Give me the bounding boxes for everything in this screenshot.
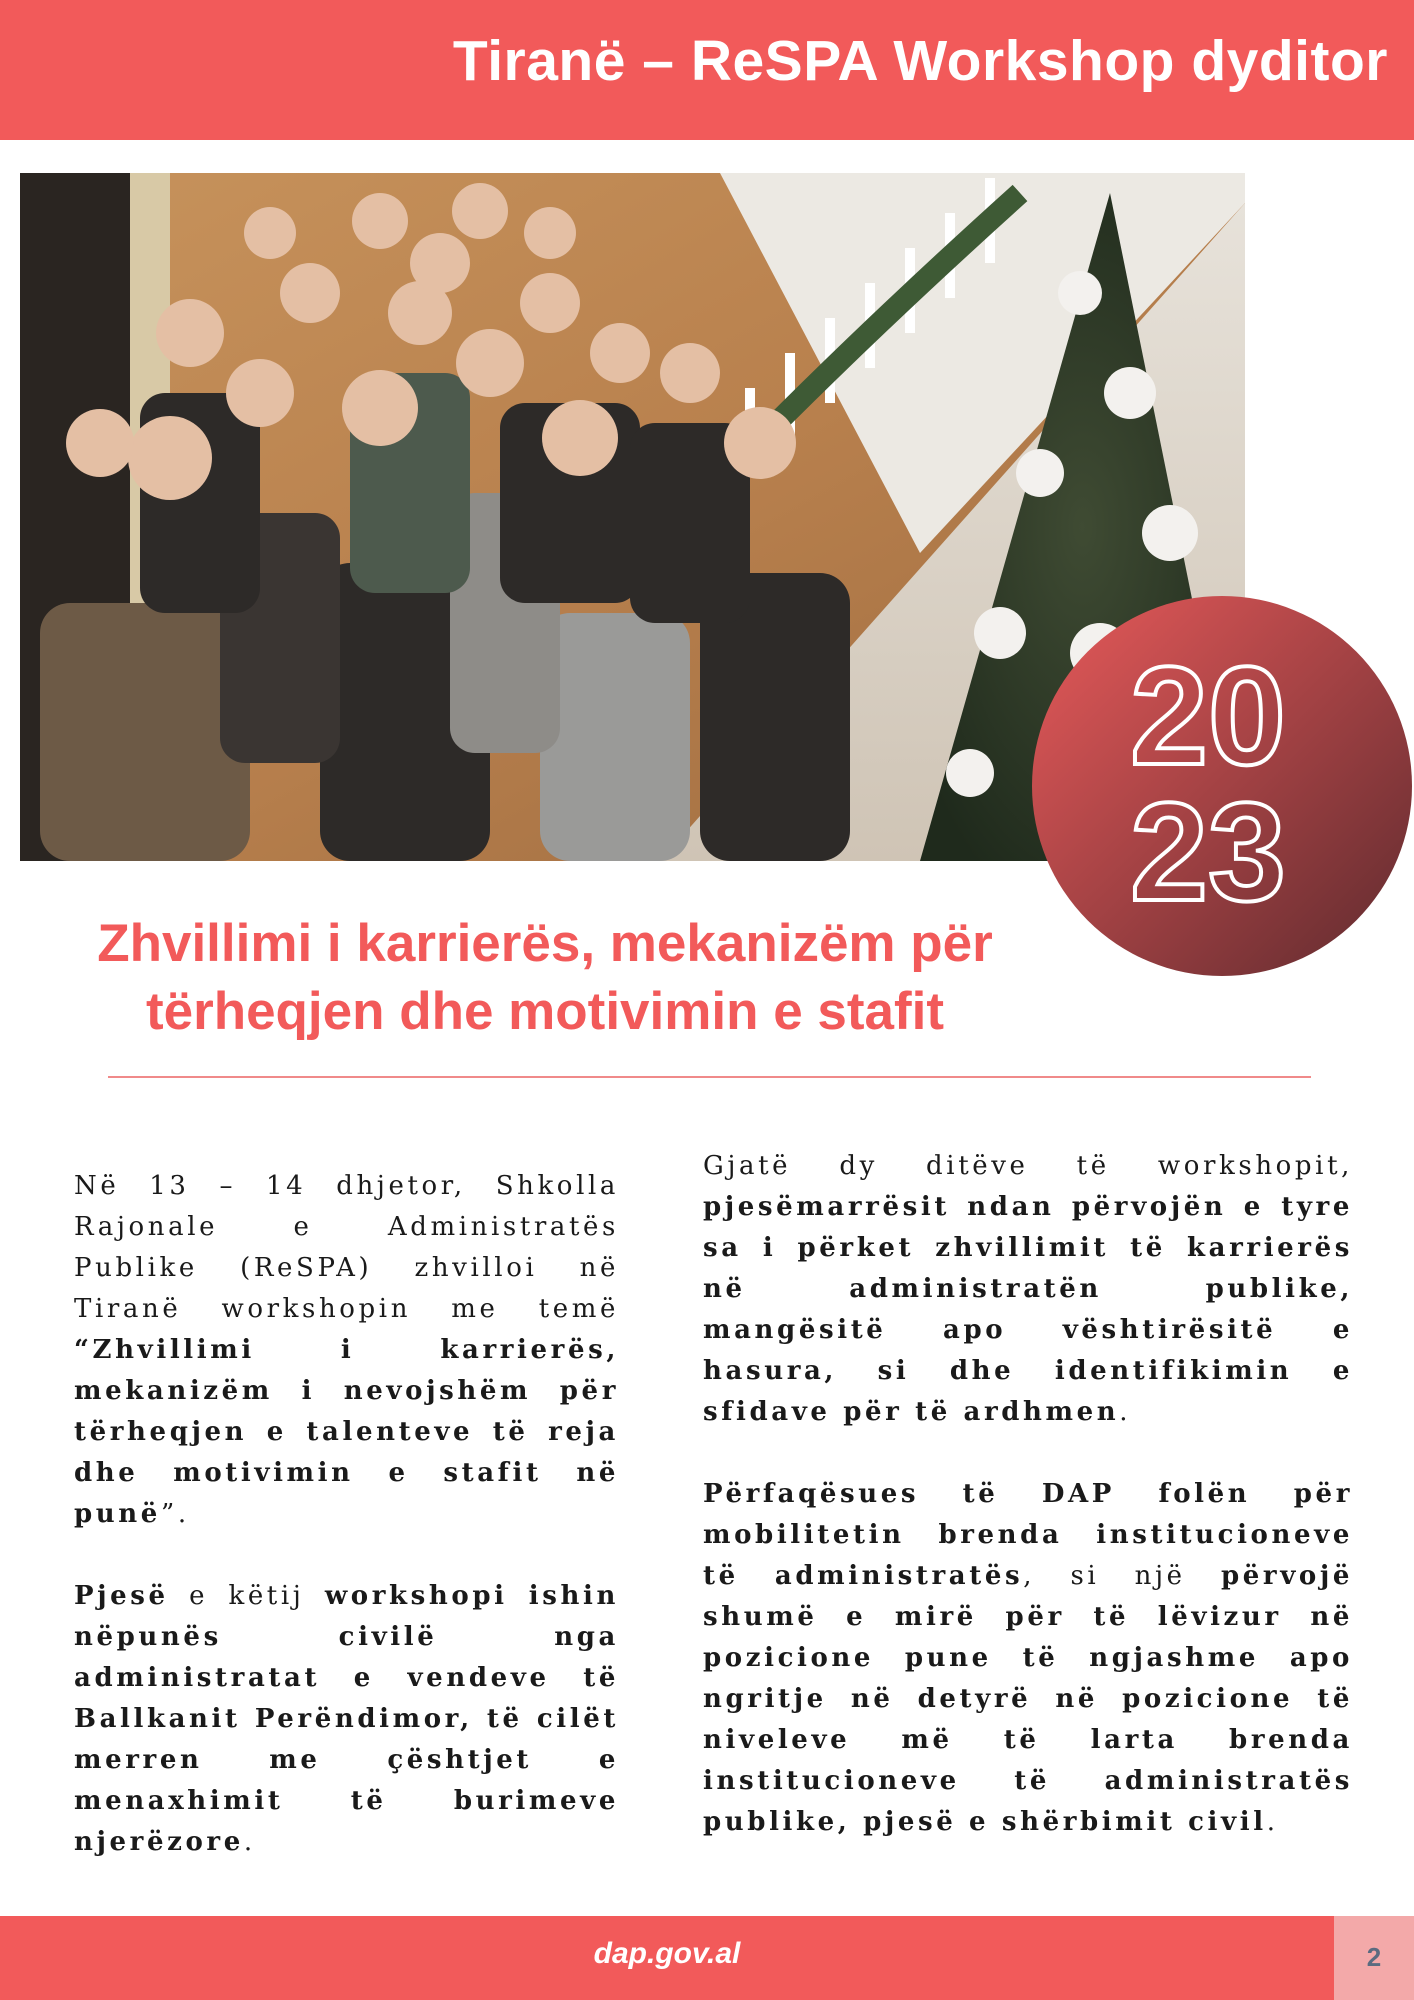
bold-run: përvojë shumë e mirë për të lëvizur në pozicione pune të ngjashme apo ngritje në detyrë në pozicione të niveleve më të larta brenda institucioneve të administratës publike, pjesë e shërbimit civil	[703, 1561, 1353, 1837]
right-paragraph-1	[703, 1146, 1353, 1433]
bold-run: Përfaqësues të DAP folën për mobilitetin brenda institucioneve të administratës	[703, 1479, 1353, 1591]
year-bottom: 23	[1130, 773, 1286, 930]
text-run: .	[1119, 1397, 1132, 1427]
left-paragraph-1	[74, 1166, 619, 1535]
bold-run: workshopi ishin nëpunës civilë nga administratat e vendeve të Ballkanit Perëndimor, të cilët merren me çështjet e menaxhimit të burimeve njerëzore	[74, 1581, 619, 1857]
bold-run: “Zhvillimi i karrierës, mekanizëm i nevojshëm për tërheqjen e talenteve të reja dhe motivimin e stafit në punë	[74, 1335, 619, 1529]
page-title: Tiranë – ReSPA Workshop dyditor	[452, 29, 1388, 93]
text-run: ”.	[160, 1499, 190, 1529]
year-top: 20	[1130, 637, 1286, 794]
text-run: Gjatë dy ditëve të workshopit,	[703, 1151, 1353, 1181]
text-run: .	[1266, 1807, 1279, 1837]
right-paragraph-2	[703, 1474, 1353, 1843]
bold-run: Pjesë	[74, 1581, 169, 1611]
headline-line-2: tërheqjen dhe motivimin e stafit	[145, 982, 945, 1041]
text-run: e këtij	[168, 1581, 325, 1611]
headline-line-1: Zhvillimi i karrierës, mekanizëm për	[97, 914, 993, 973]
footer-url[interactable]: dap.gov.al	[593, 1937, 741, 1970]
article-headline	[0, 910, 1090, 1046]
divider	[108, 1076, 1311, 1078]
left-column	[74, 1166, 619, 1904]
right-column	[703, 1146, 1353, 1884]
bold-run: pjesëmarrësit ndan përvojën e tyre sa i përket zhvillimit të karrierës në administratën publike, mangësitë apo vështirësitë e hasura, si dhe identifikimin e sfidave për të ardhmen	[703, 1192, 1353, 1427]
text-run: Në 13 – 14 dhjetor, Shkolla Rajonale e Administratës Publike (ReSPA) zhvilloi në Tiranë workshopin me temë	[74, 1171, 619, 1324]
text-run: .	[243, 1827, 256, 1857]
text-run: , si një	[1023, 1561, 1221, 1591]
page-number: 2	[1366, 1942, 1382, 1972]
left-paragraph-2	[74, 1576, 619, 1863]
